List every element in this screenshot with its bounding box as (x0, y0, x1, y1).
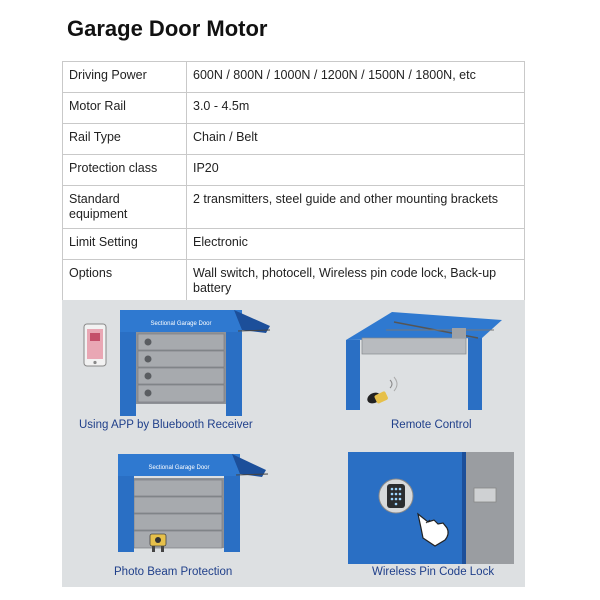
caption-photo-beam: Photo Beam Protection (114, 566, 233, 578)
caption-app-bluetooth: Using APP by Bluebooth Receiver (79, 419, 253, 431)
page-title: Garage Door Motor (67, 16, 268, 41)
spec-value: Electronic (187, 229, 525, 260)
spec-label: Rail Type (63, 124, 187, 155)
spec-label: Protection class (63, 155, 187, 186)
spec-value: IP20 (187, 155, 525, 186)
spec-row-options (63, 260, 525, 303)
spec-label: Driving Power (63, 62, 187, 93)
spec-row-protection-class (63, 155, 525, 186)
spec-label: Limit Setting (63, 229, 187, 260)
keypad-icon (379, 479, 413, 513)
spec-label: Options (63, 260, 187, 303)
spec-value: 3.0 - 4.5m (187, 93, 525, 124)
caption-pin-code-lock: Wireless Pin Code Lock (372, 566, 495, 578)
spec-row-limit-setting (63, 229, 525, 260)
spec-value: Chain / Belt (187, 124, 525, 155)
spec-label: Standard equipment (63, 186, 187, 229)
door-sign-text: Sectional Garage Door (148, 465, 210, 471)
remote-keyfob-icon (366, 377, 397, 405)
spec-value: 2 transmitters, steel guide and other mounting brackets (187, 186, 525, 229)
door-sign-text: Sectional Garage Door (150, 321, 212, 327)
spec-value: Wall switch, photocell, Wireless pin code lock, Back-up battery (187, 260, 525, 303)
pin-lock-illustration (302, 440, 525, 565)
smartphone-icon (84, 324, 106, 366)
spec-row-standard-equipment (63, 186, 525, 229)
spec-value: 600N / 800N / 1000N / 1200N / 1500N / 1800N, etc (187, 62, 525, 93)
caption-remote-control: Remote Control (391, 419, 472, 431)
spec-table (62, 61, 525, 303)
spec-label: Motor Rail (63, 93, 187, 124)
app-garage-illustration (62, 300, 302, 420)
accessories-illustration-panel (62, 300, 525, 587)
photocell-sensor-icon (150, 534, 166, 552)
photo-beam-garage-illustration (62, 440, 302, 565)
spec-row-motor-rail (63, 93, 525, 124)
spec-row-driving-power (63, 62, 525, 93)
spec-row-rail-type (63, 124, 525, 155)
remote-garage-illustration (302, 300, 525, 420)
